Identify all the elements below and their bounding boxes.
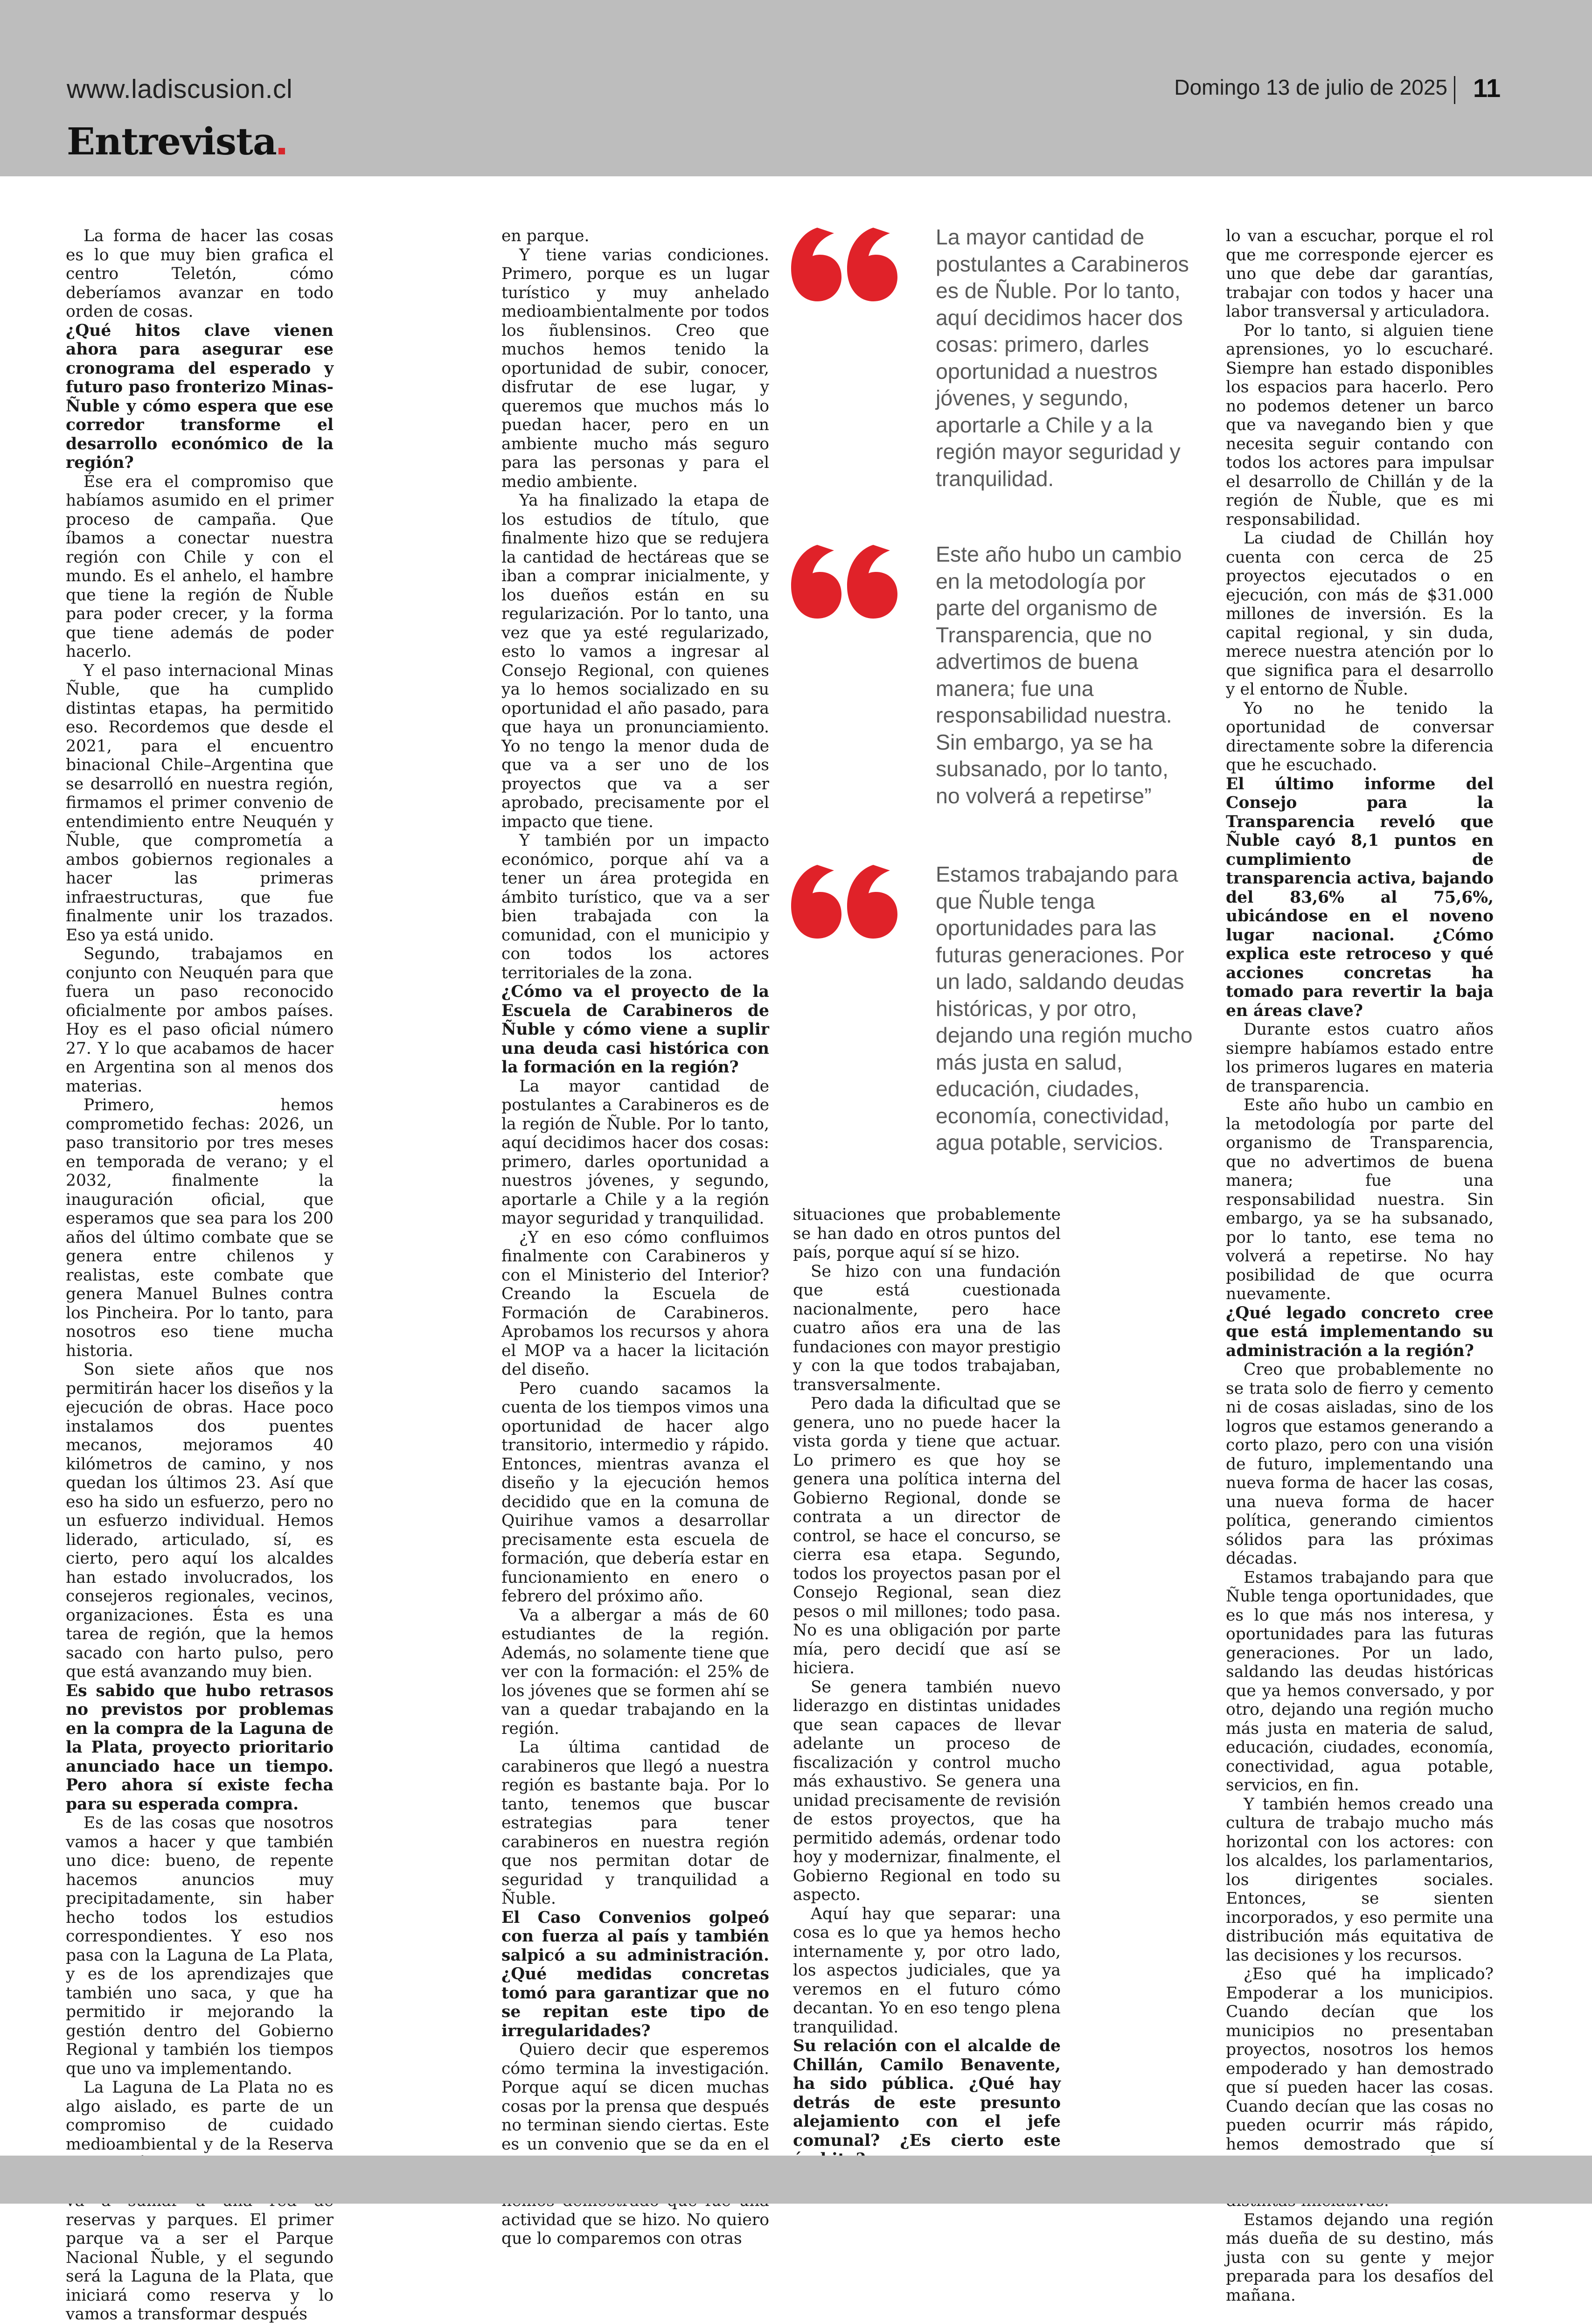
interview-question: El Caso Convenios golpeó con fuerza al país y también salpicó a su administración. ¿Qué medidas concretas tomó para garantizar que no se repitan este tipo de irregularidades? (501, 1908, 769, 2040)
answer-paragraph: La última cantidad de carabineros que llegó a nuestra región es bastante baja. Por lo tanto, tenemos que buscar estrategias para tener carabineros en nuestra región que nos permitan dotar de seguridad y tranquilidad a Ñuble. (501, 1738, 769, 1908)
answer-paragraph: Primero, hemos comprometido fechas: 2026, un paso transitorio por tres meses en temporada de verano; y el 2032, finalmente la inauguración oficial, que esperamos que sea para los 200 años del último combate que se genera entre chilenos y realistas, este combate que genera Manuel Bulnes contra los Pincheira. Por lo tanto, para nosotros eso tiene mucha historia. (66, 1096, 334, 1360)
answer-paragraph: Estamos trabajando para que Ñuble tenga oportunidades, que es lo que más nos interesa, y oportunidades para las futuras generaciones. Por un lado, saldando las deudas históricas que ya hemos conversado, y por otro, dejando una región mucho más justa en materia de salud, educación, ciudades, economía, conectividad, agua potable, servicios, en fin. (1226, 1568, 1494, 1795)
interview-question: Su relación con el alcalde de Chillán, Camilo Benavente, ha sido pública. ¿Qué hay detrás de este presunto alejamiento con el jefe comunal? ¿Es cierto este (793, 2037, 1061, 2150)
answer-paragraph: ¿Y en eso cómo confluimos finalmente con Carabineros y con el Ministerio del Interior? Creando la Escuela de Formación de Carabineros. Aprobamos los recursos y ahora el MOP va a hacer la licitación del diseño. (501, 1228, 769, 1379)
pull-quote-text: Este año hubo un cambio en la metodología por parte del organismo de Transparencia, que no advertimos de buena manera; fue una responsabilidad nuestra. Sin embargo, ya se ha subsanado, por lo tanto, no volverá a repetirse” (936, 542, 1182, 808)
answer-paragraph: Y el paso internacional Minas Ñuble, que ha cumplido distintas etapas, ha permitido eso. Recordemos que desde el 2021, para el encuentro binacional Chile–Argentina que se desarrolló en nuestra región, firmamos el primer convenio de entendimiento entre Neuquén y Ñuble, que comprometía a ambos gobiernos regionales a hacer las primeras infraestructuras, que fue finalmente unir los trazados. Eso ya está unido. (66, 661, 334, 945)
answer-paragraph: La forma de hacer las cosas es lo que muy bien grafica el centro Teletón, cómo deberíamos avanzar en todo orden de cosas. (66, 227, 334, 321)
column-1 (66, 227, 334, 2324)
answer-paragraph: Quiero decir que esperemos cómo termina la investigación. Porque aquí se dicen muchas cosas por la prensa que después no terminan siendo ciertas. Este es un convenio que se da en el actividad que se hizo. No quiero que lo comparemos con otras (501, 2040, 769, 2248)
page-number: 11 (1473, 73, 1501, 103)
section-accent-square (278, 148, 285, 154)
issue-date: Domingo 13 de julio de 2025 (1174, 75, 1447, 99)
answer-paragraph: Yo no he tenido la oportunidad de conversar directamente sobre la diferencia que he escuchado. (1226, 699, 1494, 774)
section-title-text: Entrevista (67, 119, 277, 163)
answer-paragraph: Ya ha finalizado la etapa de los estudios de título, que finalmente hizo que se redujera la cantidad de hectáreas que se iban a comprar inicialmente, y los dueños están en su regularización. Por lo tanto, una vez que ya esté regularizado, esto lo vamos a ingresar al Consejo Regional, con quienes ya lo hemos socializado en su oportunidad el año pasado, para que haya un pronunciamiento. Yo no tengo la menor duda de que va a ser uno de los proyectos que va a ser aprobado, precisamente por el impacto que tiene. (501, 491, 769, 831)
answer-paragraph: Durante estos cuatro años siempre habíamos estado entre los primeros lugares en materia de transparencia. (1226, 1020, 1494, 1096)
answer-paragraph: Se genera también nuevo liderazgo en distintas unidades que sean capaces de llevar adelante un proceso de fiscalización y control mucho más exhaustivo. Se genera una unidad precisamente de revisión de estos proyectos, que ha permitido además, ordenar todo hoy y modernizar, finalmente, el Gobierno Regional en todo su aspecto. (793, 1677, 1061, 1904)
header-divider (1454, 76, 1455, 104)
column-4 (1226, 227, 1494, 2305)
answer-paragraph: Pero cuando sacamos la cuenta de los tiempos vimos una oportunidad de hacer algo transitorio, intermedio y rápido. Entonces, mientras avanza el diseño y la ejecución hemos decidido que en la comuna de Quirihue vamos a desarrollar precisamente esta escuela de formación, que debería estar en funcionamiento en enero o febrero del próximo año. (501, 1379, 769, 1606)
interview-question: ¿Qué hitos clave vienen ahora para asegurar ese cronograma del esperado y futuro paso fronterizo Minas-Ñuble y cómo espera que ese corredor transforme el desarrollo económico de la región? (66, 321, 334, 472)
answer-paragraph: lo van a escuchar, porque el rol que me corresponde ejercer es uno que debe dar garantías, trabajar con todos y hacer una labor transversal y articuladora. (1226, 227, 1494, 321)
page-footer-band (0, 2156, 1592, 2204)
answer-paragraph: Aquí hay que separar: una cosa es lo que ya hemos hecho internamente y, por otro lado, los aspectos judiciales, que ya veremos en el futuro cómo decantan. Yo en eso tengo plena tranquilidad. (793, 1904, 1061, 2037)
interview-question: Es sabido que hubo retrasos no previstos por problemas en la compra de la Laguna de la Plata, proyecto prioritario anunciado hace un tiempo. Pero ahora sí existe fecha para su esperada compra. (66, 1681, 334, 1814)
answer-paragraph: La mayor cantidad de postulantes a Carabineros es de la región de Ñuble. Por lo tanto, aquí decidimos hacer dos cosas: primero, darles oportunidad a nuestros jóvenes, y segundo, aportarle a Chile y a la región mayor seguridad y tranquilidad. (501, 1077, 769, 1228)
answer-paragraph: Segundo, trabajamos en conjunto con Neuquén para que fuera un paso reconocido oficialmente por ambos países. Hoy es el paso oficial número 27. Y lo que acabamos de hacer en Argentina son al menos dos materias. (66, 945, 334, 1096)
answer-paragraph: Se hizo con una fundación que está cuestionada nacionalmente, pero hace cuatro años era una de las fundaciones con mayor prestigio y con la que todos trabajaban, transversalmente. (793, 1262, 1061, 1394)
column-3 (793, 1205, 1061, 2150)
answer-paragraph: Por lo tanto, si alguien tiene aprensiones, yo lo escucharé. Siempre han estado disponibles los espacios para hacerlo. Pero no podemos detener un barco que va navegando bien y que necesita seguir contando con todos los actores para impulsar el desarrollo de Chillán y de la región de Ñuble, que es mi responsabilidad. (1226, 321, 1494, 529)
answer-paragraph: Son siete años que nos permitirán hacer los diseños y la ejecución de obras. Hace poco instalamos dos puentes mecanos, mejoramos 40 kilómetros de camino, y nos quedan los últimos 23. Así que eso ha sido un esfuerzo, pero no un esfuerzo individual. Hemos liderado, articulado, sí, es cierto, pero aquí los alcaldes han estado involucrados, los consejeros regionales, vecinos, organizaciones. Ésta es una tarea de región, que la hemos sacado con harto pulso, pero que está avanzando muy bien. (66, 1360, 334, 1681)
quote-mark-icon (789, 861, 901, 940)
answer-paragraph: Este año hubo un cambio en la metodología por parte del organismo de Transparencia, que no advertimos de buena manera; fue una responsabilidad nuestra. Sin embargo, ya se ha subsanado, por lo tanto, ese tema no volverá a repetirse. No hay posibilidad de que ocurra nuevamente. (1226, 1096, 1494, 1303)
answer-paragraph: ¿Eso qué ha implicado? Empoderar a los municipios. Cuando decían que los municipios no presentaban proyectos, nosotros los hemos empoderado y han demostrado que sí pueden hacer las cosas. Cuando decían que las cosas no pueden ocurrir más rápido, hemos demostrado que sí (1226, 1965, 1494, 2154)
interview-question: ¿Qué legado concreto cree que está implementando su administración a la región? (1226, 1303, 1494, 1360)
section-title (67, 119, 285, 163)
quote-mark-icon (789, 224, 901, 303)
answer-paragraph: La ciudad de Chillán hoy cuenta con cerca de 25 proyectos ejecutados o en ejecución, con más de $31.000 millones de inversión. Es la capital regional, y sin duda, merece nuestra atención por lo que significa para el desarrollo y el entorno de Ñuble. (1226, 529, 1494, 699)
interview-question: ¿Cómo va el proyecto de la Escuela de Carabineros de Ñuble y cómo viene a suplir una deuda casi histórica con la formación en la región? (501, 982, 769, 1077)
interview-question: El último informe del Consejo para la Transparencia reveló que Ñuble cayó 8,1 puntos en cumplimiento de transparencia activa, bajando del 83,6% al 75,6%, ubicándose en el noveno lugar nacional. ¿Cómo explica este retroceso y qué acciones concretas ha tomado para revertir la baja en áreas clave? (1226, 774, 1494, 1020)
answer-paragraph: Es de las cosas que nosotros vamos a hacer y que también uno dice: bueno, de repente hacemos anuncios muy precipitadamente, sin haber hecho todos los estudios correspondientes. Y eso nos pasa con la Laguna de La Plata, y es de los aprendizajes que también uno saca, y que ha permitido ir mejorando la gestión dentro del Gobierno Regional y también los tiempos que uno va implementando. (66, 1814, 334, 2078)
answer-paragraph: Y también hemos creado una cultura de trabajo mucho más horizontal con los actores: con los alcaldes, los parlamentarios, los dirigentes sociales. Entonces, se sienten incorporados, y eso permite una distribución más equitativa de las decisiones y los recursos. (1226, 1795, 1494, 1965)
page-header (0, 0, 1592, 176)
answer-paragraph: La Laguna de La Plata no es algo aislado, es parte de un compromiso de cuidado medioambiental y de la Reserva reservas y parques. El primer parque va a ser el Parque Nacional Ñuble, y el segundo será la Laguna de la Plata, que iniciará como reserva y lo vamos a transformar después (66, 2078, 334, 2324)
answer-paragraph: en parque. (501, 227, 590, 245)
answer-paragraph: Va a albergar a más de 60 estudiantes de la región. Además, no solamente tiene que ver con la formación: el 25% de los jóvenes que se formen ahí se van a quedar trabajando en la región. (501, 1606, 769, 1738)
answer-paragraph: Creo que probablemente no se trata solo de fierro y cemento ni de cosas aisladas, sino de los logros que estamos generando a corto plazo, pero con una visión de futuro, implementando una nueva forma de hacer las cosas, una nueva forma de hacer política, generando cimientos sólidos para las próximas décadas. (1226, 1360, 1494, 1568)
answer-paragraph: Ése era el compromiso que habíamos asumido en el primer proceso de campaña. Que íbamos a conectar nuestra región con Chile y con el mundo. Es el anhelo, el hambre que tiene la región de Ñuble para poder crecer, y la forma que tiene además de poder hacerlo. (66, 472, 334, 661)
answer-paragraph: Pero dada la dificultad que se genera, uno no puede hacer la vista gorda y tiene que actuar. Lo primero es que hoy se genera una política interna del Gobierno Regional, donde se contrata a un director de control, se hace el concurso, se cierra esa etapa. Segundo, todos los proyectos pasan por el Consejo Regional, sean diez pesos o mil millones; todo pasa. No es una obligación por parte mía, pero decidí que así se hiciera. (793, 1394, 1061, 1677)
pull-quote-text: Estamos trabajando para que Ñuble tenga oportunidades para las futuras generaciones. Por un lado, saldando deudas históricas, y por otro, dejando una región mucho más justa en salud, educación, ciudades, economía, conectividad, agua potable, servicios. (936, 862, 1193, 1155)
answer-paragraph: situaciones que probablemente se han dado en otros puntos del país, porque aquí sí se hizo. (793, 1205, 1061, 1262)
answer-paragraph: Y también por un impacto económico, porque ahí va a tener un área protegida en ámbito turístico, que va a ser bien trabajada con la comunidad, con el municipio y con todos los actores territoriales de la zona. (501, 831, 769, 982)
quote-mark-icon (789, 541, 901, 620)
answer-paragraph: Y tiene varias condiciones. Primero, porque es un lugar turístico y muy anhelado medioambientalmente por todos los ñublensinos. Creo que muchos hemos tenido la oportunidad de subir, conocer, disfrutar de ese lugar, y queremos que muchos más lo puedan hacer, pero en un ambiente mucho más seguro para las personas y para el medio ambiente. (501, 245, 769, 491)
answer-paragraph: Estamos dejando una región más dueña de su destino, más justa con su gente y mejor preparada para los desafíos del mañana. (1226, 2210, 1494, 2305)
column-2 (501, 227, 769, 2248)
site-url[interactable]: www.ladiscusion.cl (67, 74, 293, 104)
pull-quote-text: La mayor cantidad de postulantes a Carabineros es de Ñuble. Por lo tanto, aquí decidimos hacer dos cosas: primero, darles oportunidad a nuestros jóvenes, y segundo, aportarle a Chile y a la región mayor seguridad y tranquilidad. (936, 225, 1189, 491)
